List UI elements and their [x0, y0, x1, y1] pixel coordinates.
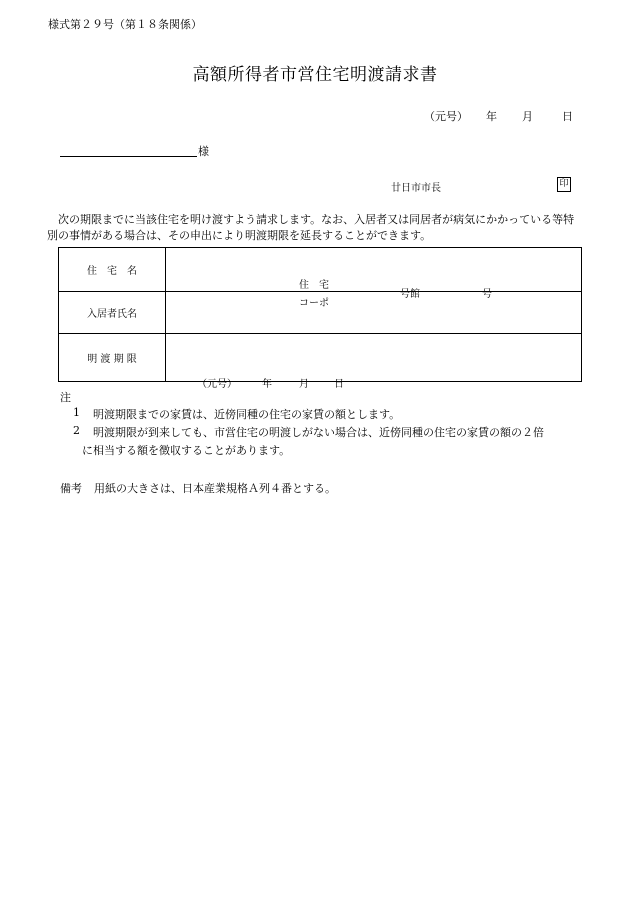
remarks-label: 備考	[60, 482, 82, 495]
housing-name-cell	[166, 248, 582, 309]
note-2-text-line-1: 明渡期限が到来しても、市営住宅の明渡しがない場合は、近傍同種の住宅の家賃の額の２倍	[93, 426, 544, 439]
deadline-era: （元号）	[197, 378, 237, 390]
note-1-number: 1	[73, 406, 80, 419]
resident-name-cell	[166, 292, 582, 334]
deadline-label: 明 渡 期 限	[59, 334, 166, 382]
date-day-label: 日	[562, 110, 573, 123]
room-number-label: 号	[482, 288, 492, 300]
building-label: 号館	[400, 288, 420, 300]
note-2-number: 2	[73, 424, 80, 437]
form-number: 様式第２９号（第１８条関係）	[48, 18, 202, 31]
remarks-text: 用紙の大きさは、日本産業規格Ａ列４番とする。	[94, 482, 336, 495]
date-year-label: 年	[486, 110, 497, 123]
addressee-suffix: 様	[198, 145, 209, 158]
issuer-name: 廿日市市長	[391, 183, 441, 194]
deadline-month-label: 月	[299, 378, 309, 390]
deadline-year-label: 年	[262, 378, 272, 390]
document-title: 高額所得者市営住宅明渡請求書	[192, 65, 438, 85]
remarks	[60, 480, 336, 496]
request-body-text: 次の期限までに当該住宅を明け渡すよう請求します。なお、入居者又は同居者が病気にかかっている等特別の事情がある場合は、その申出により明渡期限を延長することができます。	[47, 213, 575, 242]
deadline-cell	[166, 334, 582, 390]
notes-header: 注	[60, 391, 71, 404]
note-1-text: 明渡期限までの家賃は、近傍同種の住宅の家賃の額とします。	[93, 408, 401, 421]
deadline-day-label: 日	[334, 378, 344, 390]
date-line	[424, 108, 573, 124]
date-month-label: 月	[522, 110, 533, 123]
housing-type-coop: コーポ	[299, 297, 329, 309]
note-2-text-line-2: に相当する額を徴収することがあります。	[82, 444, 291, 457]
addressee-name-line	[60, 156, 197, 157]
housing-name-label: 住 宅 名	[59, 248, 166, 292]
table-row-housing	[59, 248, 582, 292]
request-details-table	[58, 247, 582, 390]
resident-name-label: 入居者氏名	[59, 292, 166, 334]
table-row-deadline	[59, 334, 582, 382]
date-era: （元号）	[424, 110, 468, 123]
housing-type-jutaku: 住 宅	[299, 279, 329, 291]
seal-mark: 印	[557, 177, 571, 192]
